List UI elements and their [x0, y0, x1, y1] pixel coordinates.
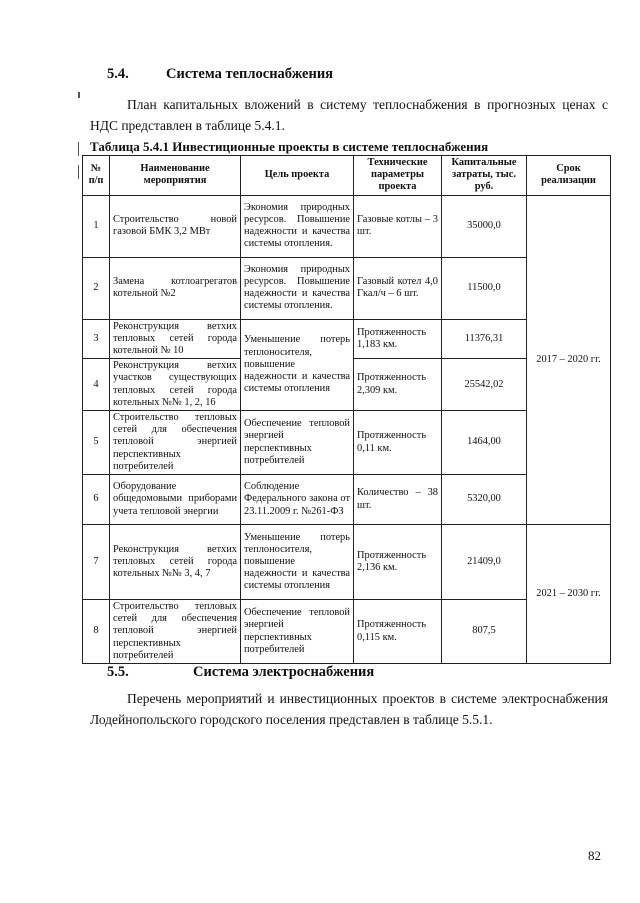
tech-params: Протяженность 0,115 км.: [354, 600, 442, 664]
capex-value: 1464,00: [442, 411, 527, 475]
row-number: 3: [83, 319, 110, 359]
term-2017-2020: 2017 – 2020 гг.: [527, 195, 611, 524]
capex-value: 11376,31: [442, 319, 527, 359]
investment-table: [82, 155, 611, 664]
measure-name: Строительство тепловых сетей для обеспечения тепловой энергией перспективных потребителей: [110, 411, 241, 475]
section-55-number: 5.5.: [107, 664, 129, 680]
intro-55-paragraph: Перечень мероприятий и инвестиционных проектов в системе электроснабжения Лодейнопольского городского поселения представлен в таблице 5.5.1.: [90, 691, 608, 727]
section-54-number: 5.4.: [107, 66, 129, 82]
table-caption: Таблица 5.4.1 Инвестиционные проекты в системе теплоснабжения: [90, 139, 489, 154]
col-header-name: Наименование мероприятия: [110, 156, 241, 196]
capex-value: 5320,00: [442, 475, 527, 525]
scan-mark: [78, 142, 79, 156]
table-row: [83, 525, 611, 600]
tech-params: Протяженность 0,11 км.: [354, 411, 442, 475]
row-number: 5: [83, 411, 110, 475]
measure-name: Реконструкция ветхих тепловых сетей города котельных №№ 3, 4, 7: [110, 525, 241, 600]
project-goal: Уменьшение потерь теплоносителя, повышение надежности и качества системы отопления: [241, 319, 354, 410]
project-goal: Экономия природных ресурсов. Повышение надежности и качества системы отопления.: [241, 195, 354, 257]
capex-value: 25542,02: [442, 359, 527, 411]
col-header-params: Технические параметры проекта: [354, 156, 442, 196]
row-number: 6: [83, 475, 110, 525]
table-row: [83, 195, 611, 257]
col-header-number: № п/п: [83, 156, 110, 196]
capex-value: 21409,0: [442, 525, 527, 600]
intro-54-paragraph: План капитальных вложений в систему теплоснабжения в прогнозных ценах с НДС представлен в таблице 5.4.1.: [90, 97, 608, 133]
row-number: 4: [83, 359, 110, 411]
row-number: 2: [83, 257, 110, 319]
capex-value: 807,5: [442, 600, 527, 664]
row-number: 1: [83, 195, 110, 257]
col-header-goal: Цель проекта: [241, 156, 354, 196]
tech-params: Протяженность 2,136 км.: [354, 525, 442, 600]
measure-name: Оборудование общедомовыми приборами учета тепловой энергии: [110, 475, 241, 525]
section-54-title: Система теплоснабжения: [166, 66, 334, 82]
row-number: 7: [83, 525, 110, 600]
project-goal: Уменьшение потерь теплоносителя, повышение надежности и качества системы отопления: [241, 525, 354, 600]
tech-params: Протяженность 2,309 км.: [354, 359, 442, 411]
tech-params: Количество – 38 шт.: [354, 475, 442, 525]
project-goal: Экономия природных ресурсов. Повышение надежности и качества системы отопления.: [241, 257, 354, 319]
tech-params: Газовые котлы – 3 шт.: [354, 195, 442, 257]
measure-name: Строительство новой газовой БМК 3,2 МВт: [110, 195, 241, 257]
scan-mark: [78, 165, 79, 179]
col-header-capex: Капитальные затраты, тыс. руб.: [442, 156, 527, 196]
section-55-title: Система электроснабжения: [193, 664, 375, 680]
measure-name: Замена котлоагрегатов котельной №2: [110, 257, 241, 319]
capex-value: 35000,0: [442, 195, 527, 257]
page-number: 82: [588, 848, 601, 863]
project-goal: Обеспечение тепловой энергией перспективных потребителей: [241, 411, 354, 475]
term-2021-2030: 2021 – 2030 гг.: [527, 525, 611, 664]
scan-mark: [78, 92, 80, 98]
col-header-term: Срок реализации: [527, 156, 611, 196]
project-goal: Соблюдение Федерального закона от 23.11.2009 г. №261-ФЗ: [241, 475, 354, 525]
measure-name: Реконструкция ветхих участков существующих тепловых сетей города котельных №№ 1, 2, 16: [110, 359, 241, 411]
row-number: 8: [83, 600, 110, 664]
tech-params: Газовый котел 4,0 Гкал/ч – 6 шт.: [354, 257, 442, 319]
measure-name: Реконструкция ветхих тепловых сетей города котельной № 10: [110, 319, 241, 359]
capex-value: 11500,0: [442, 257, 527, 319]
tech-params: Протяженность 1,183 км.: [354, 319, 442, 359]
measure-name: Строительство тепловых сетей для обеспечения тепловой энергией перспективных потребителей: [110, 600, 241, 664]
project-goal: Обеспечение тепловой энергией перспективных потребителей: [241, 600, 354, 664]
